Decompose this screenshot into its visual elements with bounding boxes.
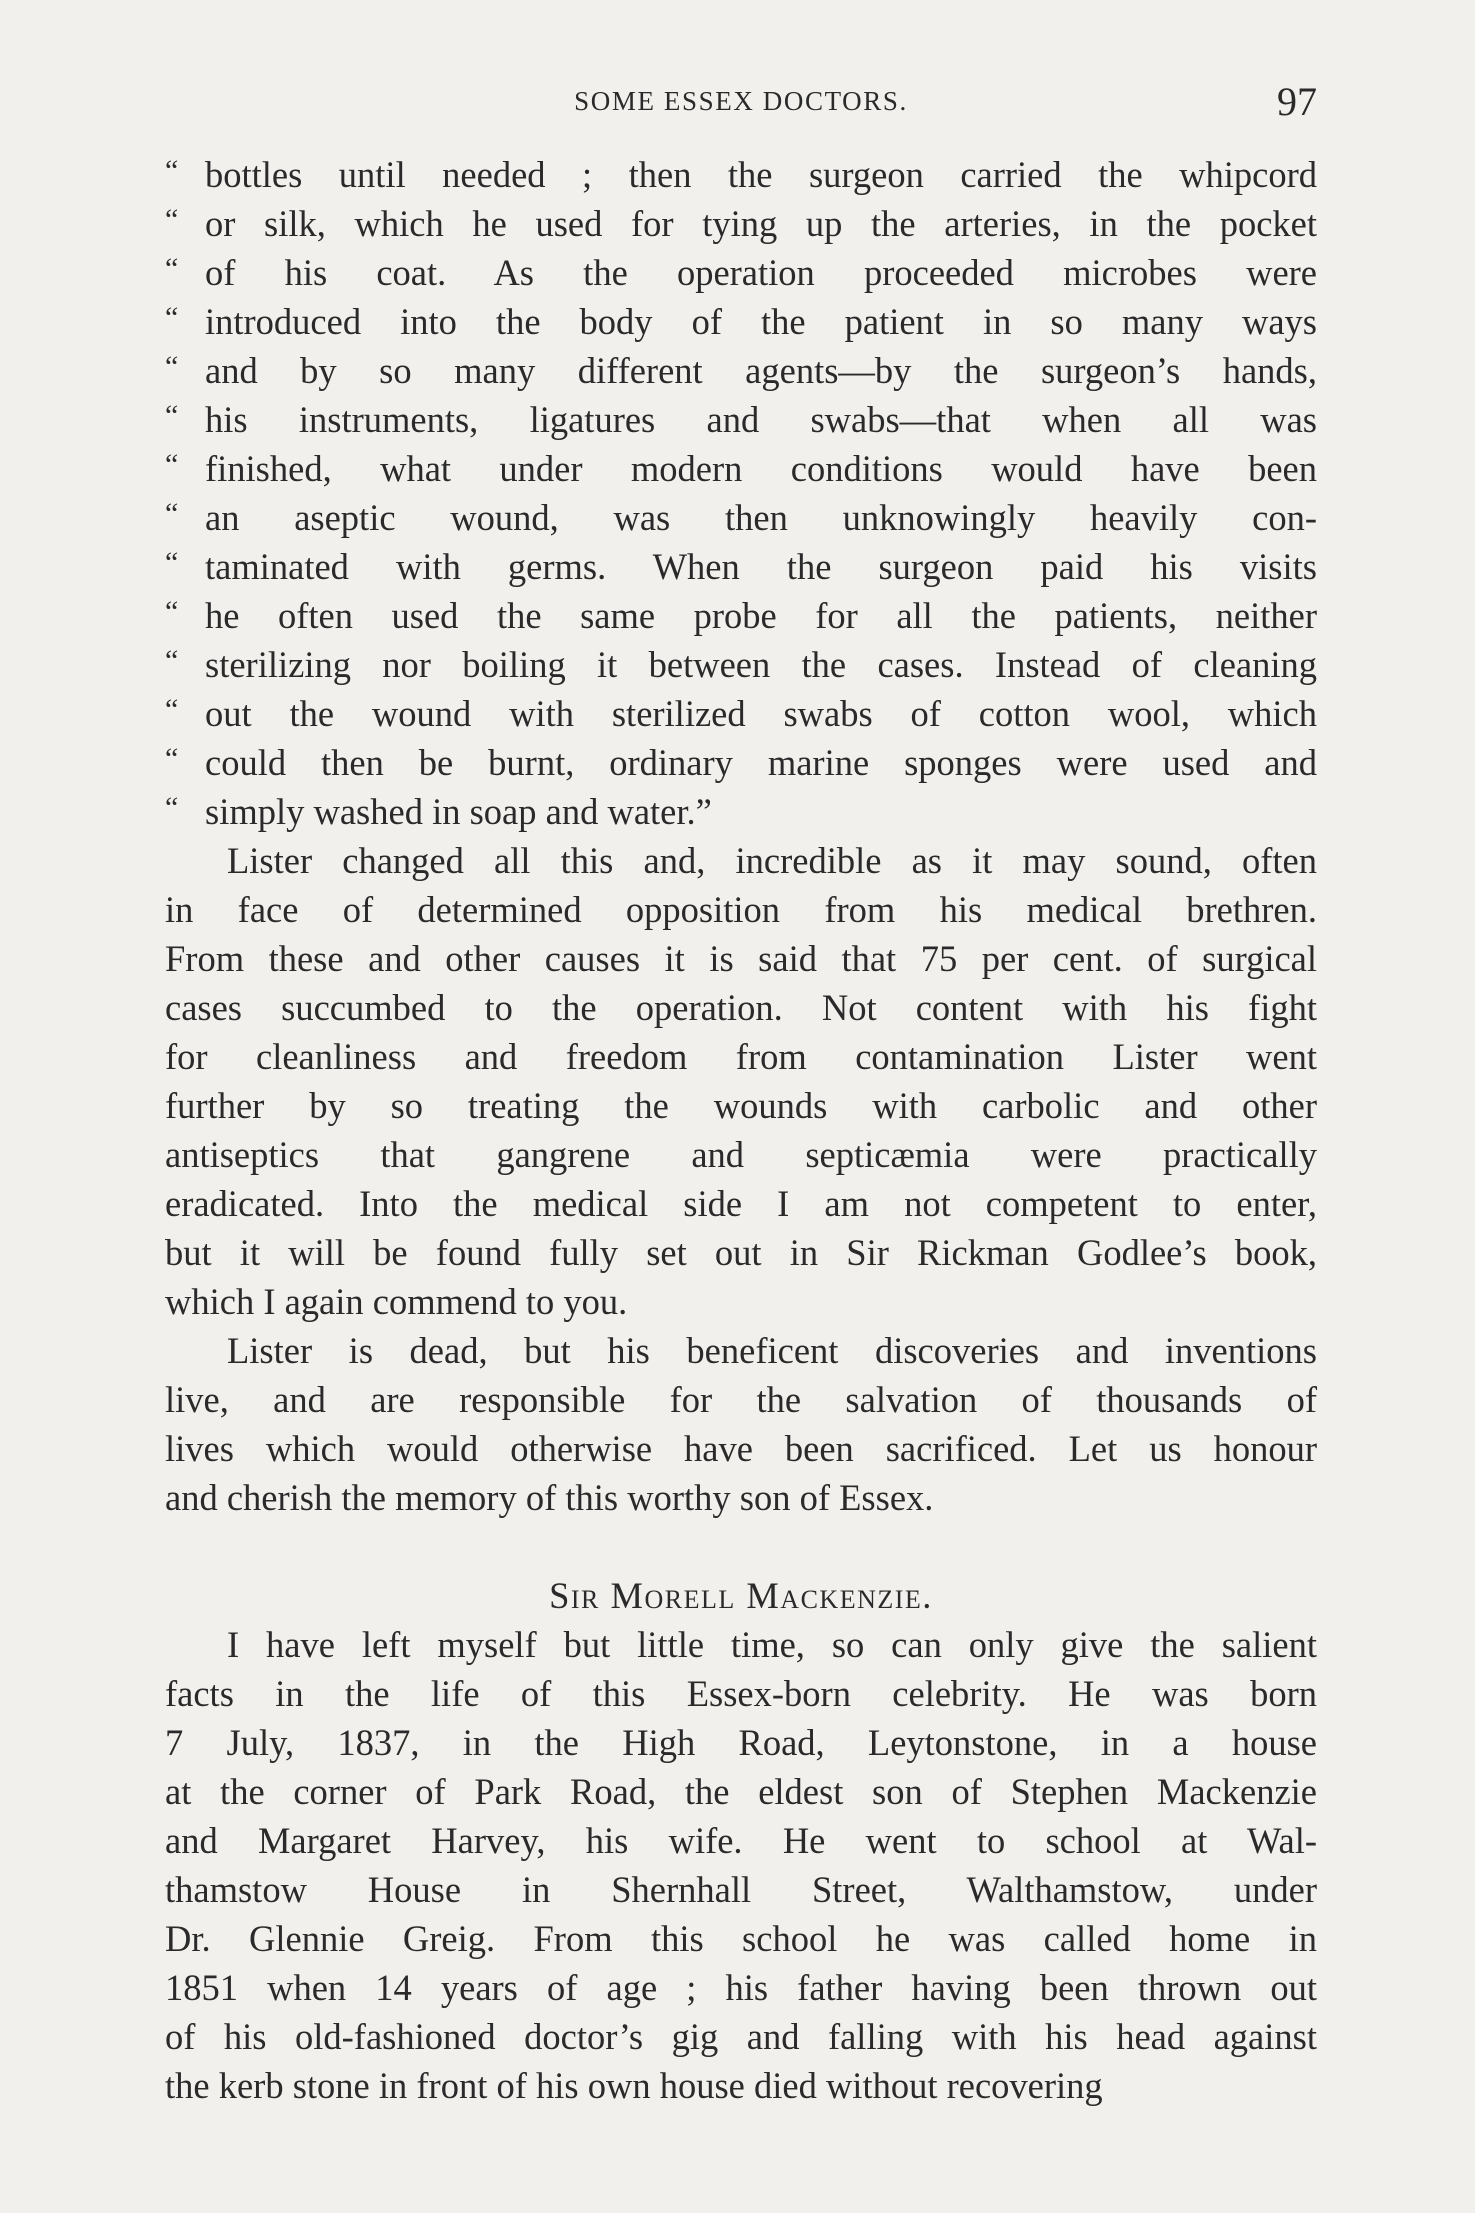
text-line bbox=[165, 1816, 1317, 1865]
line-text: out the wound with sterilized swabs of cotton wool, which bbox=[205, 693, 1317, 734]
quotation-mark: “ bbox=[165, 399, 179, 432]
line-text: his instruments, ligatures and swabs—that when all was bbox=[205, 399, 1317, 440]
line-text: and cherish the memory of this worthy son of Essex. bbox=[165, 1477, 934, 1518]
line-text: thamstow House in Shernhall Street, Walthamstow, under bbox=[165, 1869, 1317, 1910]
line-text: an aseptic wound, was then unknowingly heavily con- bbox=[205, 497, 1317, 538]
text-line bbox=[165, 1914, 1317, 1963]
section-spacer bbox=[165, 1522, 1317, 1571]
section-heading: Sir Morell Mackenzie. bbox=[549, 1575, 933, 1616]
body-text bbox=[165, 150, 1317, 2110]
line-text: facts in the life of this Essex-born celebrity. He was born bbox=[165, 1673, 1317, 1714]
quoted-line bbox=[165, 297, 1317, 346]
line-text: Lister is dead, but his beneficent discoveries and inventions bbox=[227, 1330, 1317, 1371]
paragraph-lister-changes bbox=[165, 836, 1317, 1326]
line-text: and by so many different agents—by the surgeon’s hands, bbox=[205, 350, 1317, 391]
page-number: 97 bbox=[1277, 79, 1317, 124]
page-header bbox=[165, 78, 1317, 138]
quotation-mark: “ bbox=[165, 693, 179, 726]
line-text: Dr. Glennie Greig. From this school he was called home in bbox=[165, 1918, 1317, 1959]
text-line bbox=[165, 1326, 1317, 1375]
text-line bbox=[165, 836, 1317, 885]
line-text: cases succumbed to the operation. Not content with his fight bbox=[165, 987, 1317, 1028]
line-text: bottles until needed ; then the surgeon carried the whipcord bbox=[205, 154, 1317, 195]
quotation-mark: “ bbox=[165, 301, 179, 334]
line-text: From these and other causes it is said that 75 per cent. of surgical bbox=[165, 938, 1317, 979]
line-text: or silk, which he used for tying up the arteries, in the pocket bbox=[205, 203, 1317, 244]
text-line bbox=[165, 1718, 1317, 1767]
line-text: 7 July, 1837, in the High Road, Leytonstone, in a house bbox=[165, 1722, 1317, 1763]
line-text: finished, what under modern conditions would have been bbox=[205, 448, 1317, 489]
text-line bbox=[165, 1669, 1317, 1718]
text-line bbox=[165, 2061, 1317, 2110]
line-text: and Margaret Harvey, his wife. He went to school at Wal- bbox=[165, 1820, 1317, 1861]
line-text: simply washed in soap and water.” bbox=[205, 791, 712, 832]
quoted-line bbox=[165, 346, 1317, 395]
text-line bbox=[165, 1130, 1317, 1179]
quotation-block bbox=[165, 150, 1317, 836]
text-line bbox=[165, 1032, 1317, 1081]
quoted-line bbox=[165, 542, 1317, 591]
quoted-line bbox=[165, 248, 1317, 297]
line-text: taminated with germs. When the surgeon paid his visits bbox=[205, 546, 1317, 587]
line-text: live, and are responsible for the salvation of thousands of bbox=[165, 1379, 1317, 1420]
quoted-line bbox=[165, 395, 1317, 444]
quotation-mark: “ bbox=[165, 644, 179, 677]
quoted-line bbox=[165, 640, 1317, 689]
text-line bbox=[165, 934, 1317, 983]
text-line bbox=[165, 1963, 1317, 2012]
quotation-mark: “ bbox=[165, 448, 179, 481]
text-line bbox=[165, 1179, 1317, 1228]
line-text: for cleanliness and freedom from contamination Lister went bbox=[165, 1036, 1317, 1077]
paragraph-mackenzie bbox=[165, 1620, 1317, 2110]
quoted-line bbox=[165, 444, 1317, 493]
quoted-line bbox=[165, 738, 1317, 787]
text-line bbox=[165, 1375, 1317, 1424]
line-text: sterilizing nor boiling it between the cases. Instead of cleaning bbox=[205, 644, 1317, 685]
quoted-line bbox=[165, 493, 1317, 542]
line-text: antiseptics that gangrene and septicæmia were practically bbox=[165, 1134, 1317, 1175]
line-text: which I again commend to you. bbox=[165, 1281, 628, 1322]
text-line bbox=[165, 885, 1317, 934]
text-line bbox=[165, 1228, 1317, 1277]
quotation-mark: “ bbox=[165, 203, 179, 236]
line-text: Lister changed all this and, incredible as it may sound, often bbox=[227, 840, 1317, 881]
text-line bbox=[165, 2012, 1317, 2061]
quotation-mark: “ bbox=[165, 791, 179, 824]
text-line bbox=[165, 1767, 1317, 1816]
text-line bbox=[165, 983, 1317, 1032]
line-text: the kerb stone in front of his own house died without recovering bbox=[165, 2065, 1103, 2106]
line-text: but it will be found fully set out in Sir Rickman Godlee’s book, bbox=[165, 1232, 1317, 1273]
quotation-mark: “ bbox=[165, 497, 179, 530]
line-text: could then be burnt, ordinary marine sponges were used and bbox=[205, 742, 1317, 783]
quoted-line bbox=[165, 199, 1317, 248]
line-text: in face of determined opposition from his medical brethren. bbox=[165, 889, 1317, 930]
line-text: at the corner of Park Road, the eldest son of Stephen Mackenzie bbox=[165, 1771, 1317, 1812]
line-text: introduced into the body of the patient in so many ways bbox=[205, 301, 1317, 342]
text-line bbox=[165, 1620, 1317, 1669]
running-head: SOME ESSEX DOCTORS. bbox=[574, 86, 908, 116]
quotation-mark: “ bbox=[165, 252, 179, 285]
line-text: eradicated. Into the medical side I am not competent to enter, bbox=[165, 1183, 1317, 1224]
quotation-mark: “ bbox=[165, 546, 179, 579]
quotation-mark: “ bbox=[165, 595, 179, 628]
line-text: of his coat. As the operation proceeded microbes were bbox=[205, 252, 1317, 293]
line-text: lives which would otherwise have been sacrificed. Let us honour bbox=[165, 1428, 1317, 1469]
text-line bbox=[165, 1424, 1317, 1473]
line-text: further by so treating the wounds with carbolic and other bbox=[165, 1085, 1317, 1126]
quoted-line bbox=[165, 689, 1317, 738]
line-text: of his old-fashioned doctor’s gig and falling with his head against bbox=[165, 2016, 1317, 2057]
text-line bbox=[165, 1865, 1317, 1914]
quoted-line bbox=[165, 150, 1317, 199]
quoted-line bbox=[165, 591, 1317, 640]
quotation-mark: “ bbox=[165, 742, 179, 775]
paragraph-lister-legacy bbox=[165, 1326, 1317, 1522]
quotation-mark: “ bbox=[165, 154, 179, 187]
line-text: he often used the same probe for all the patients, neither bbox=[205, 595, 1317, 636]
text-line bbox=[165, 1081, 1317, 1130]
text-line bbox=[165, 1473, 1317, 1522]
text-line bbox=[165, 1277, 1317, 1326]
line-text: 1851 when 14 years of age ; his father having been thrown out bbox=[165, 1967, 1317, 2008]
quoted-line bbox=[165, 787, 1317, 836]
quotation-mark: “ bbox=[165, 350, 179, 383]
line-text: I have left myself but little time, so can only give the salient bbox=[227, 1624, 1317, 1665]
